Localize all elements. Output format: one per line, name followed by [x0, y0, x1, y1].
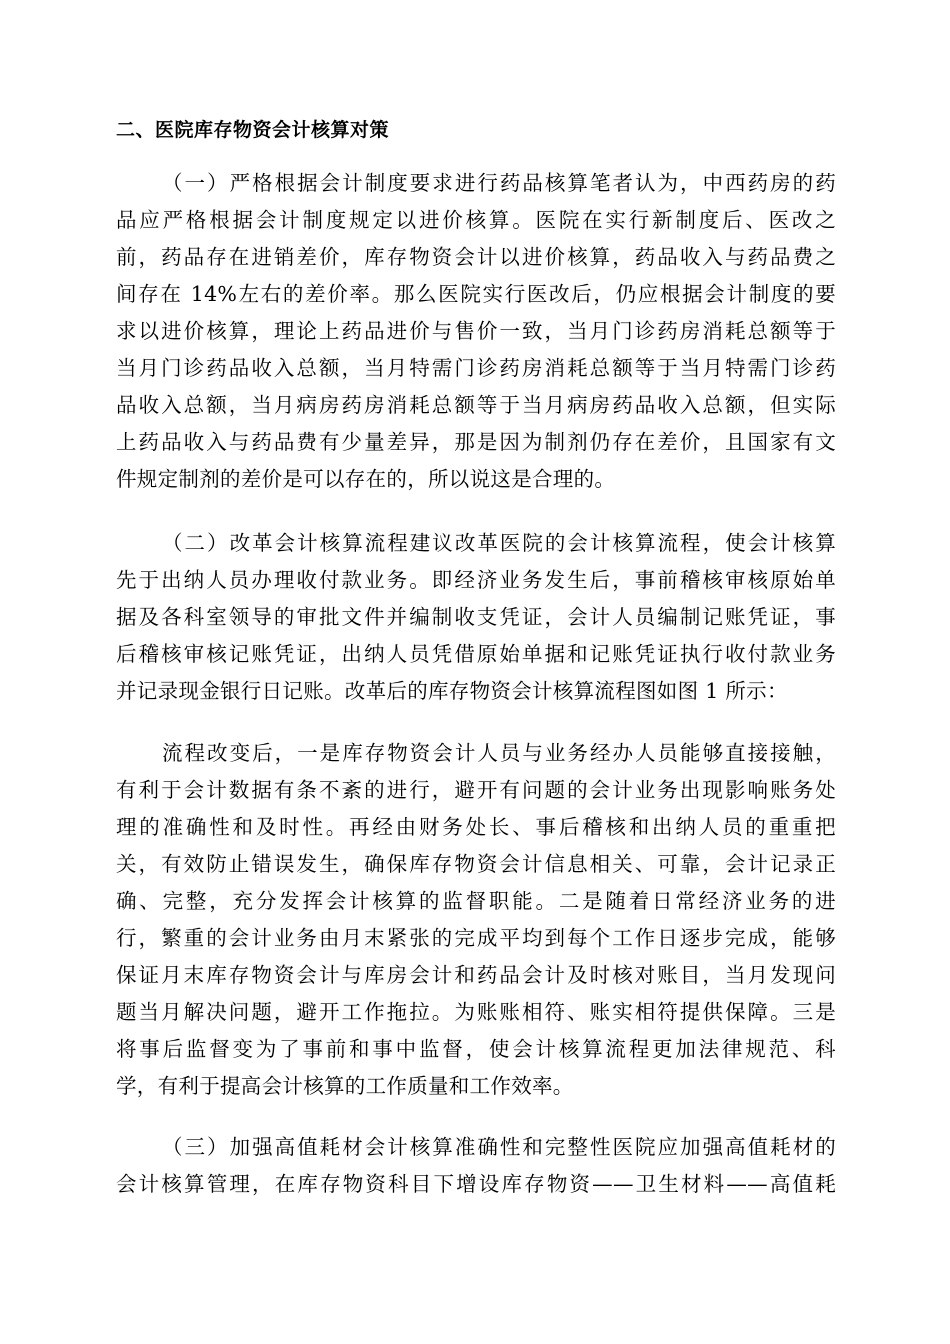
text-line: （一）严格根据会计制度要求进行药品核算笔者认为，中西药房的药	[162, 171, 836, 195]
text-line: 件规定制剂的差价是可以存在的，所以说这是合理的。	[116, 467, 616, 491]
text-line: 先于出纳人员办理收付款业务。即经济业务发生后，事前稽核审核原始单	[116, 568, 836, 592]
section-heading: 二、医院库存物资会计核算对策	[116, 119, 390, 141]
text-line: 品应严格根据会计制度规定以进价核算。医院在实行新制度后、医改之	[116, 208, 836, 232]
text-line: 求以进价核算，理论上药品进价与售价一致，当月门诊药房消耗总额等于	[116, 319, 836, 343]
text-line: 上药品收入与药品费有少量差异，那是因为制剂仍存在差价，且国家有文	[116, 430, 836, 454]
text-line: 后稽核审核记账凭证，出纳人员凭借原始单据和记账凭证执行收付款业务	[116, 642, 836, 666]
text-line: 题当月解决问题，避开工作拖拉。为账账相符、账实相符提供保障。三是	[116, 1000, 836, 1024]
text-line: （三）加强高值耗材会计核算准确性和完整性医院应加强高值耗材的	[162, 1135, 836, 1159]
text-line: 关，有效防止错误发生，确保库存物资会计信息相关、可靠，会计记录正	[116, 852, 836, 876]
text-line: 行，繁重的会计业务由月末紧张的完成平均到每个工作日逐步完成，能够	[116, 926, 836, 950]
text-line: 有利于会计数据有条不紊的进行，避开有问题的会计业务出现影响账务处	[116, 778, 836, 802]
text-line: 流程改变后，一是库存物资会计人员与业务经办人员能够直接接触，	[162, 741, 836, 765]
text-line: 确、完整，充分发挥会计核算的监督职能。二是随着日常经济业务的进	[116, 889, 836, 913]
text-line: 品收入总额，当月病房药房消耗总额等于当月病房药品收入总额，但实际	[116, 393, 836, 417]
text-line: 理的准确性和及时性。再经由财务处长、事后稽核和出纳人员的重重把	[116, 815, 836, 839]
text-line: 保证月末库存物资会计与库房会计和药品会计及时核对账目，当月发现问	[116, 963, 836, 987]
paragraph-1	[116, 165, 836, 498]
text-line: 前，药品存在进销差价，库存物资会计以进价核算，药品收入与药品费之	[116, 245, 836, 269]
text-line: 学，有利于提高会计核算的工作质量和工作效率。	[116, 1074, 574, 1098]
paragraph-4	[116, 1129, 836, 1203]
text-line: （二）改革会计核算流程建议改革医院的会计核算流程，使会计核算	[162, 531, 836, 555]
paragraph-3	[116, 735, 836, 1105]
text-line: 会计核算管理，在库存物资科目下增设库存物资——卫生材料——高值耗	[116, 1172, 836, 1196]
text-line: 当月门诊药品收入总额，当月特需门诊药房消耗总额等于当月特需门诊药	[116, 356, 836, 380]
text-line: 将事后监督变为了事前和事中监督，使会计核算流程更加法律规范、科	[116, 1037, 836, 1061]
paragraph-2	[116, 525, 836, 710]
text-line: 并记录现金银行日记账。改革后的库存物资会计核算流程图如图 1 所示：	[116, 679, 788, 703]
text-line: 据及各科室领导的审批文件并编制收支凭证，会计人员编制记账凭证，事	[116, 605, 836, 629]
text-line: 间存在 14%左右的差价率。那么医院实行医改后，仍应根据会计制度的要	[116, 282, 836, 306]
